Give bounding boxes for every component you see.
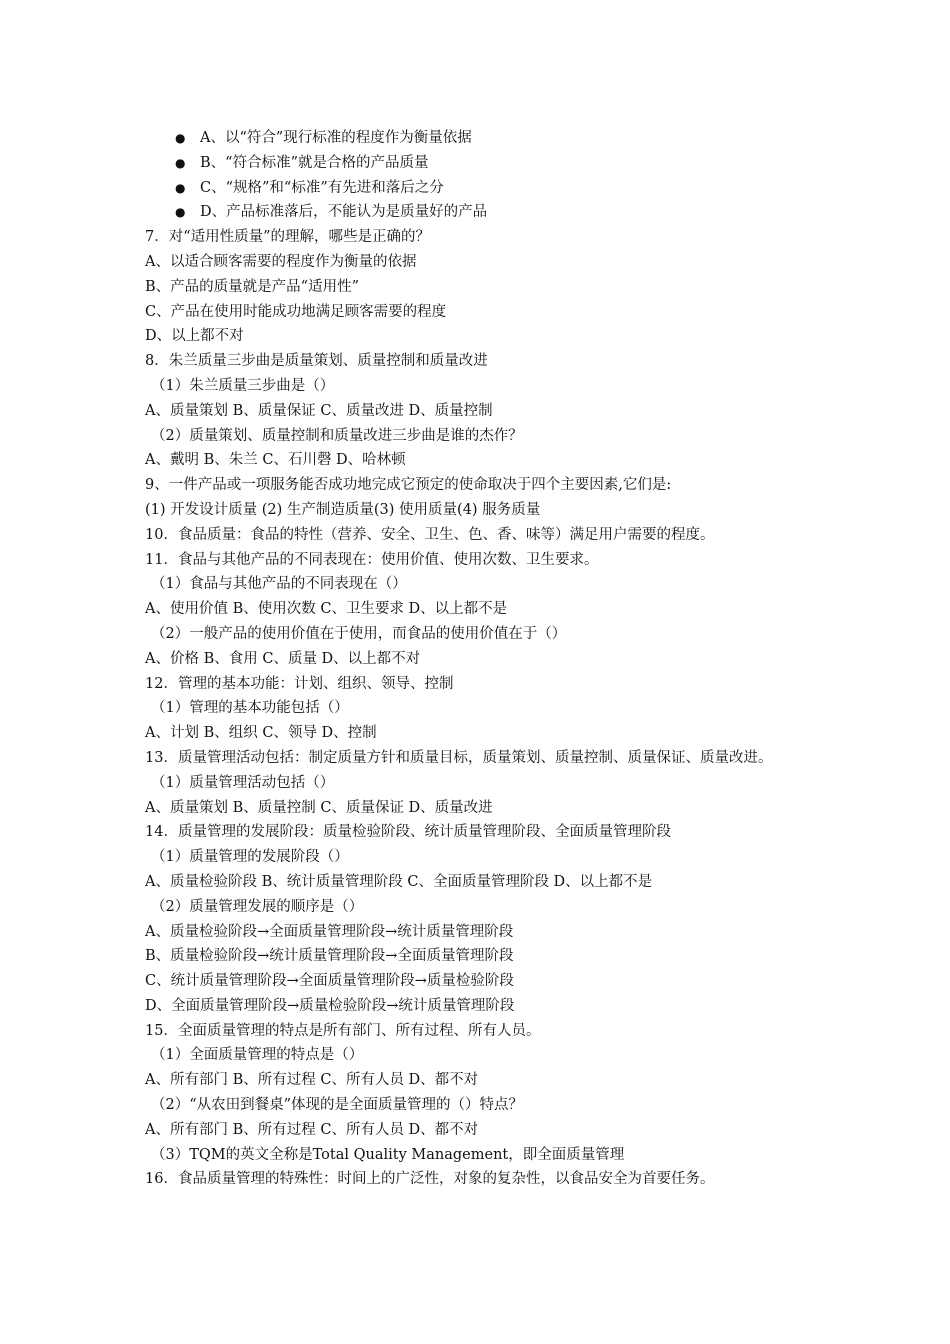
sub-question-line: （1）食品与其他产品的不同表现在（） [151,576,407,593]
text-line: C、统计质量管理阶段→全面质量管理阶段→质量检验阶段 [145,973,514,990]
text-line: 11．食品与其他产品的不同表现在：使用价值、使用次数、卫生要求。 [145,551,599,568]
text-line: C、产品在使用时能成功地满足顾客需要的程度 [145,303,447,320]
sub-question-line: （2）质量策划、质量控制和质量改进三步曲是谁的杰作？ [151,427,523,444]
sub-question-line: （2）一般产品的使用价值在于使用，而食品的使用价值在于（） [151,625,567,642]
text-line: A、质量检验阶段 B、统计质量管理阶段 C、全面质量管理阶段 D、以上都不是 [145,873,653,890]
bullet-item [145,200,815,225]
bullet-list [145,126,815,225]
text-line: A、质量策划 B、质量控制 C、质量保证 D、质量改进 [145,799,493,816]
sub-question-line: （2）“从农田到餐桌”体现的是全面质量管理的（）特点？ [151,1097,524,1114]
text-line: A、以适合顾客需要的程度作为衡量的依据 [145,253,417,270]
text-line: B、质量检验阶段→统计质量管理阶段→全面质量管理阶段 [145,948,514,965]
text-line: A、计划 B、组织 C、领导 D、控制 [145,725,377,742]
text-line: A、使用价值 B、使用次数 C、卫生要求 D、以上都不是 [145,601,508,618]
question-lines [145,225,815,1192]
text-line: B、产品的质量就是产品“适用性” [145,278,359,295]
text-line: 8．朱兰质量三步曲是质量策划、质量控制和质量改进 [145,353,488,370]
sub-question-line: （1）质量管理活动包括（） [151,774,335,791]
text-line: 7．对“适用性质量”的理解，哪些是正确的？ [145,229,431,246]
text-line: 12．管理的基本功能：计划、组织、领导、控制 [145,675,454,692]
text-line: D、以上都不对 [145,328,244,345]
bullet-text: D、产品标准落后，不能认为是质量好的产品 [200,204,488,221]
text-line: 9、一件产品或一项服务能否成功地完成它预定的使命取决于四个主要因素,它们是: [145,477,672,494]
text-line: A、所有部门 B、所有过程 C、所有人员 D、都不对 [145,1121,479,1138]
text-line: 14．质量管理的发展阶段：质量检验阶段、统计质量管理阶段、全面质量管理阶段 [145,824,671,841]
bullet-text: C、“规格”和“标准”有先进和落后之分 [200,179,444,196]
bullet-dot-icon: ● [175,155,186,170]
text-line: 16．食品质量管理的特殊性：时间上的广泛性，对象的复杂性，以食品安全为首要任务。 [145,1171,715,1188]
text-line: A、质量策划 B、质量保证 C、质量改进 D、质量控制 [145,402,493,419]
sub-question-line: （2）质量管理发展的顺序是（） [151,898,364,915]
bullet-dot-icon: ● [175,131,186,145]
bullet-item [145,151,815,176]
sub-question-line: （1）全面质量管理的特点是（） [151,1047,364,1064]
text-line: (1) 开发设计质量 (2) 生产制造质量(3) 使用质量(4) 服务质量 [145,501,541,518]
text-line: 13．质量管理活动包括：制定质量方针和质量目标，质量策划、质量控制、质量保证、质量改进。 [145,749,773,766]
text-line: D、全面质量管理阶段→质量检验阶段→统计质量管理阶段 [145,997,515,1014]
sub-question-line: （3）TQM的英文全称是Total Quality Management，即全面质量管理 [151,1146,625,1163]
text-line: A、质量检验阶段→全面质量管理阶段→统计质量管理阶段 [145,923,514,940]
text-line: A、所有部门 B、所有过程 C、所有人员 D、都不对 [145,1072,479,1089]
bullet-item [145,126,815,151]
bullet-text: B、“符合标准”就是合格的产品质量 [200,154,429,171]
text-line: 15．全面质量管理的特点是所有部门、所有过程、所有人员。 [145,1022,541,1039]
text-line: 10．食品质量：食品的特性（营养、安全、卫生、色、香、味等）满足用户需要的程度。 [145,526,715,543]
sub-question-line: （1）质量管理的发展阶段（） [151,849,349,866]
bullet-dot-icon: ● [175,180,186,195]
bullet-text: A、以“符合”现行标准的程度作为衡量依据 [200,130,472,146]
document-body [145,126,815,1192]
text-line: A、戴明 B、朱兰 C、石川磬 D、哈林顿 [145,452,406,469]
sub-question-line: （1）管理的基本功能包括（） [151,700,349,717]
bullet-item [145,176,815,201]
text-line: A、价格 B、食用 C、质量 D、以上都不对 [145,650,421,667]
bullet-dot-icon: ● [175,205,186,220]
sub-question-line: （1）朱兰质量三步曲是（） [151,377,335,394]
